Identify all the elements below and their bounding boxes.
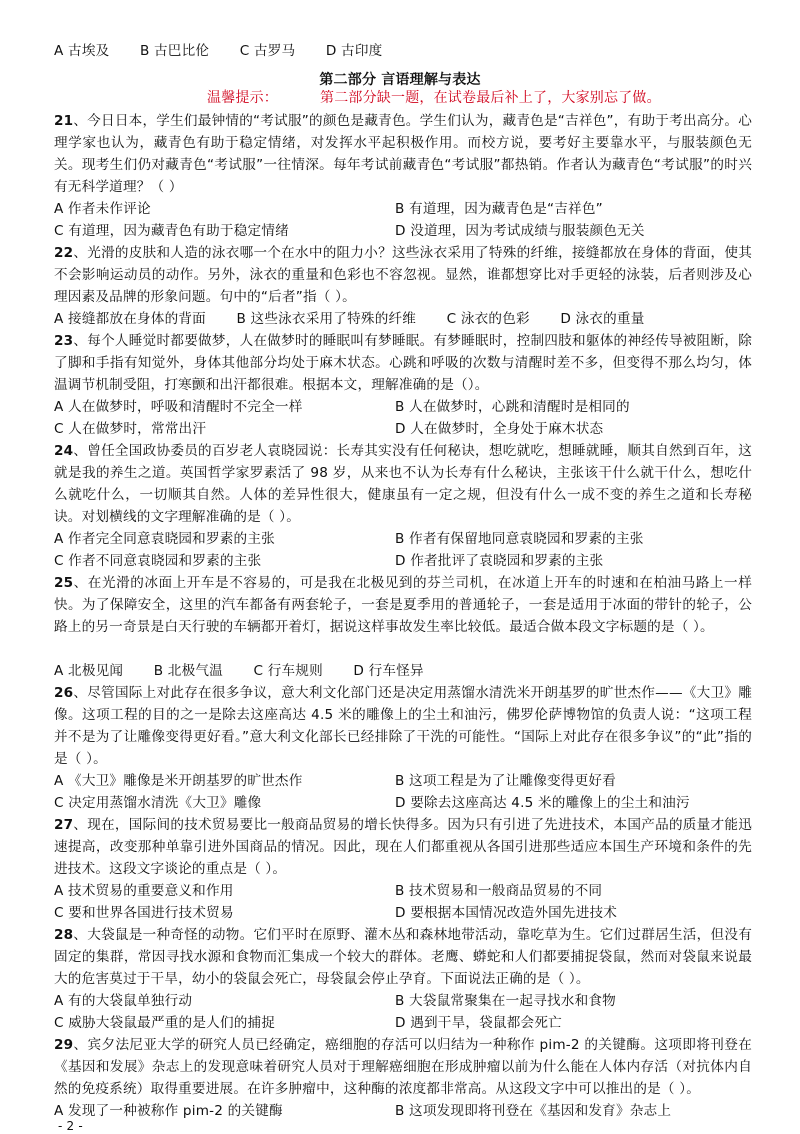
page-number: - 2 - [58,1119,83,1133]
option-a: A 接缝都放在身体的背面 [54,311,206,327]
option-d: D 遇到干旱，袋鼠都会死亡 [395,1015,562,1031]
question-25 [54,572,752,638]
option-c: C 泳衣的色彩 [446,311,530,327]
option-b: B 技术贸易和一般商品贸易的不同 [395,883,603,899]
option-a: A 有的大袋鼠单独行动 [54,993,193,1009]
option-c: C 要和世界各国进行技术贸易 [54,905,234,921]
option-d: D 作者批评了袁晓园和罗素的主张 [395,553,604,569]
question-25-options [54,660,450,682]
option-a: A 《大卫》雕像是米开朗基罗的旷世杰作 [54,773,303,789]
option-b: B 北极气温 [153,663,223,679]
option-a: A 作者未作评论 [54,201,151,217]
question-21-options-row-2 [54,220,752,242]
question-26 [54,682,752,770]
question-number: 21 [54,113,74,129]
question-27-options-row-1 [54,880,752,902]
question-22-options [54,308,671,330]
question-24-options-row-1 [54,528,752,550]
question-stem: 、光滑的皮肤和人造的泳衣哪一个在水中的阻力小？这些泳衣采用了特殊的纤维，接缝都放在身体的背面，使其不会影响运动员的动作。另外，泳衣的重量和色彩也不容忽视。显然，谁都想穿比对手更轻的泳装，后者则涉及心理因素及品牌的形象问题。句中的“后者”指（ ）。 [54,245,752,305]
option-b: B 有道理，因为藏青色是“吉祥色” [395,201,603,217]
option-b: B 这项发现即将刊登在《基因和发育》杂志上 [395,1103,672,1119]
question-stem: 、每个人睡觉时都要做梦，人在做梦时的睡眠叫有梦睡眠。有梦睡眠时，控制四肢和躯体的神经传导被阻断，除了脚和手指有知觉外，身体其他部分均处于麻木状态。心跳和呼吸的次数与清醒时差不多，但变得不那么均匀，体温调节机制受阻，打寒颤和出汗都很难。根据本文，理解准确的是（）。 [54,333,752,393]
option-c: C 古罗马 [239,43,296,59]
option-b: B 古巴比伦 [139,43,210,59]
option-d: D 要根据本国情况改造外国先进技术 [395,905,618,921]
option-a: A 人在做梦时，呼吸和清醒时不完全一样 [54,399,303,415]
tip-text: 第二部分缺一题，在试卷最后补上了，大家别忘了做。 [320,90,661,106]
question-27 [54,814,752,880]
question-number: 26 [54,685,74,701]
question-24 [54,440,752,528]
option-a: A 发现了一种被称作 pim-2 的关键酶 [54,1103,283,1119]
question-number: 25 [54,575,74,591]
option-c: C 作者不同意袁晓园和罗素的主张 [54,553,262,569]
option-c: C 有道理，因为藏青色有助于稳定情绪 [54,223,289,239]
option-b: B 这些泳衣采用了特殊的纤维 [236,311,417,327]
option-d: D 泳衣的重量 [560,311,645,327]
question-22 [54,242,752,308]
option-b: B 大袋鼠常聚集在一起寻找水和食物 [395,993,616,1009]
option-c: C 行车规则 [253,663,323,679]
option-d: D 古印度 [325,43,383,59]
section-title: 第二部分 言语理解与表达 [319,72,481,88]
option-d: D 要除去这座高达 4.5 米的雕像上的尘土和油污 [395,795,690,811]
tip-label: 温馨提示： [207,90,278,106]
question-24-options-row-2 [54,550,752,572]
question-stem: 、大袋鼠是一种奇怪的动物。它们平时在原野、灌木丛和森林地带活动，靠吃草为生。它们过群居生活，但没有固定的集群，常因寻找水源和食物而汇集成一个较大的群体。老鹰、蟒蛇和人们都要捕捉袋鼠，然而对袋鼠来说最大的危害莫过于干旱，幼小的袋鼠会死亡，母袋鼠会停止孕育。下面说法正确的是（ ）。 [54,927,752,987]
option-a: A 北极见闻 [54,663,124,679]
question-number: 23 [54,333,74,349]
question-21-options-row-1 [54,198,752,220]
option-d: D 行车怪异 [353,663,424,679]
question-23-options-row-1 [54,396,752,418]
question-number: 27 [54,817,74,833]
question-stem: 、尽管国际上对此存在很多争议，意大利文化部门还是决定用蒸馏水清洗米开朗基罗的旷世杰作——《大卫》雕像。这项工程的目的之一是除去这座高达 4.5 米的雕像上的尘土和油污，佛罗伦萨博物馆的负责人说：“这项工程并不是为了让雕像变得更好看。”意大利文化部长已经排除了干洗的可能性。“国际上对此存在很多争议”的“此”指的是（ ）。 [54,685,752,767]
option-c: C 人在做梦时，常常出汗 [54,421,207,437]
question-26-options-row-2 [54,792,752,814]
option-c: C 威胁大袋鼠最严重的是人们的捕捉 [54,1015,276,1031]
question-29-options-row-1 [54,1100,752,1122]
question-stem: 、曾任全国政协委员的百岁老人袁晓园说：长寿其实没有任何秘诀，想吃就吃，想睡就睡，顺其自然到百年，这就是我的养生之道。英国哲学家罗素活了 98 岁，从来也不认为长寿有什么秘诀，主张该干什么就干什么，想吃什么就吃什么，一切顺其自然。人体的差异性很大，健康虽有一定之规，但没有什么一成不变的养生之道和长寿秘诀。对划横线的文字理解准确的是（ ）。 [54,443,752,525]
option-d: D 没道理，因为考试成绩与服装颜色无关 [395,223,645,239]
question-stem: 、现在，国际间的技术贸易要比一般商品贸易的增长快得多。因为只有引进了先进技术，本国产品的质量才能迅速提高，改变那种单靠引进外国商品的情况。因此，现在人们都重视从各国引进那些适应本国生产环境和条件的先进技术。这段文字谈论的重点是（ ）。 [54,817,752,877]
option-d: D 人在做梦时，全身处于麻木状态 [395,421,604,437]
option-b: B 人在做梦时，心跳和清醒时是相同的 [395,399,630,415]
question-28-options-row-1 [54,990,752,1012]
question-26-options-row-1 [54,770,752,792]
option-a: A 作者完全同意袁晓园和罗素的主张 [54,531,275,547]
question-number: 22 [54,245,74,261]
warm-tip [207,88,661,108]
option-c: C 决定用蒸馏水清洗《大卫》雕像 [54,795,262,811]
option-b: B 这项工程是为了让雕像变得更好看 [395,773,616,789]
question-number: 24 [54,443,74,459]
question-stem: 、在光滑的冰面上开车是不容易的，可是我在北极见到的芬兰司机，在冰道上开车的时速和在柏油马路上一样快。为了保障安全，这里的汽车都备有两套轮子，一套是夏季用的普通轮子，一套是适用于冰面的带针的轮子，公路上的另一奇景是白天行驶的车辆都开着灯，据说这样事故发生率比较低。最适合做本段文字标题的是（ ）。 [54,575,752,635]
question-number: 29 [54,1037,74,1053]
previous-question-options [54,40,408,62]
option-b: B 作者有保留地同意袁晓园和罗素的主张 [395,531,644,547]
question-stem: 、今日日本，学生们最钟情的“考试服”的颜色是藏青色。学生们认为，藏青色是“吉祥色”，有助于考出高分。心理学家也认为，藏青色有助于稳定情绪，对发挥水平起积极作用。而校方说，要考好主要靠水平，与服装颜色无关。现考生们仍对藏青色“考试服”一往情深。每年考试前藏青色“考试服”都热销。作者认为藏青色“考试服”的时兴有无科学道理？（ ） [54,113,752,195]
question-21 [54,110,752,198]
option-a: A 古埃及 [54,43,110,59]
question-27-options-row-2 [54,902,752,924]
question-23-options-row-2 [54,418,752,440]
question-number: 28 [54,927,74,943]
question-stem: 、宾夕法尼亚大学的研究人员已经确定，癌细胞的存活可以归结为一种称作 pim-2 的关键酶。这项即将刊登在《基因和发展》杂志上的发现意味着研究人员对于理解癌细胞在形成肿瘤以前为什么能在人体内存活（对抗体内自然的免疫系统）取得重要进展。在许多肿瘤中，这种酶的浓度都非常高。从这段文字中可以推出的是（ ）。 [54,1037,752,1097]
question-28 [54,924,752,990]
question-28-options-row-2 [54,1012,752,1034]
option-a: A 技术贸易的重要意义和作用 [54,883,234,899]
question-29 [54,1034,752,1100]
question-23 [54,330,752,396]
